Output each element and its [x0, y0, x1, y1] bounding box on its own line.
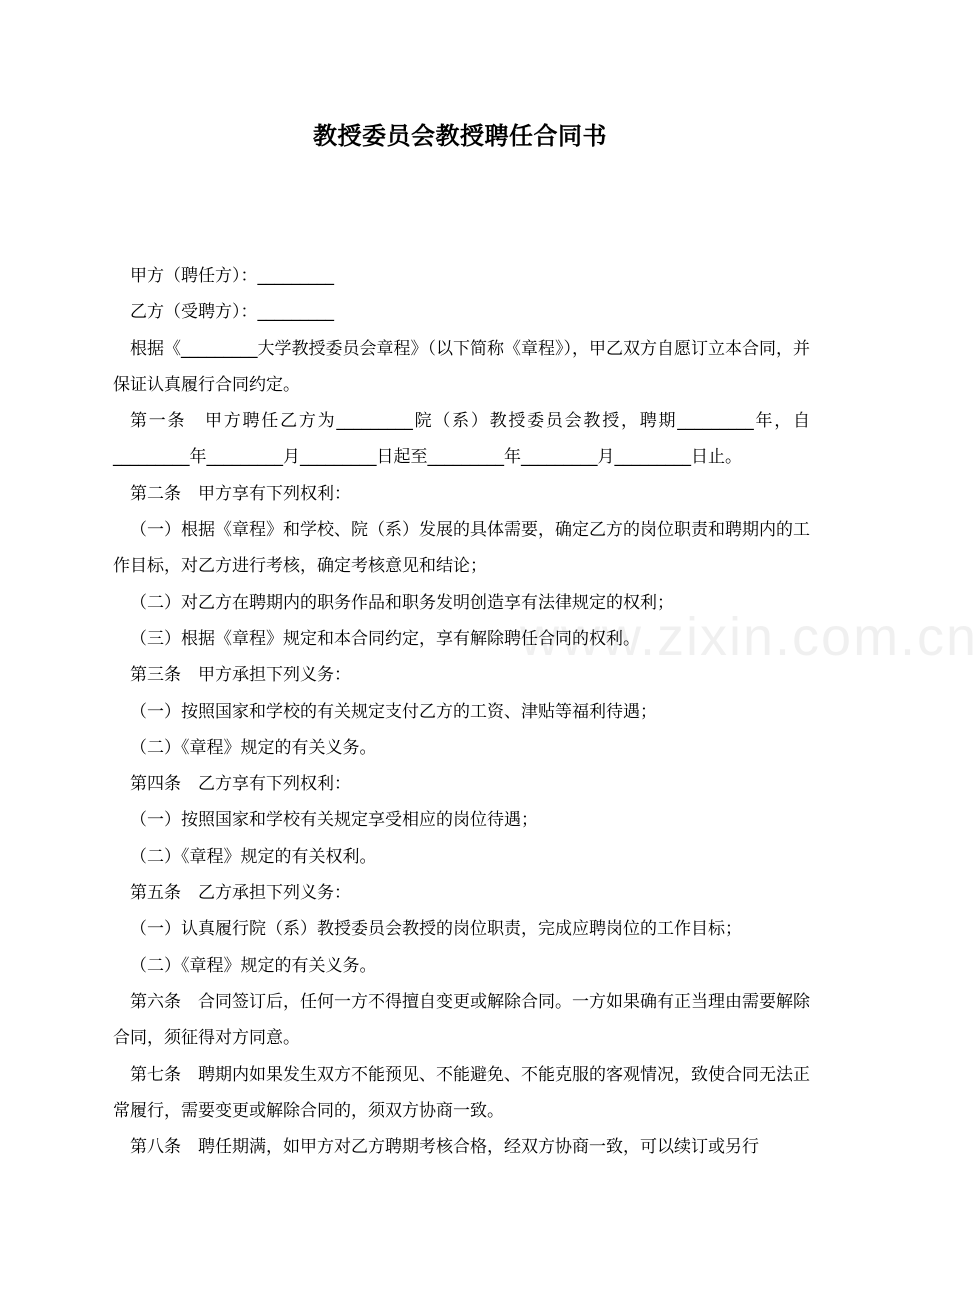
paragraph-article-8: 第八条 聘任期满，如甲方对乙方聘期考核合格，经双方协商一致，可以续订或另行 [130, 1137, 759, 1158]
paragraph-article-2: 第二条 甲方享有下列权利： [130, 483, 351, 504]
watermark: www.zixin.com.cn [520, 607, 978, 667]
paragraph-article-7: 第七条 聘期内如果发生双方不能预见、不能避免、不能克服的客观情况，致使合同无法正常履行，需要变更或解除合同的，须双方协商一致。 [113, 1064, 810, 1121]
paragraph-article-5-item-2: （二）《章程》规定的有关义务。 [130, 955, 377, 976]
paragraph-article-2-item-2: （二）对乙方在聘期内的职务作品和职务发明创造享有法律规定的权利； [130, 592, 674, 613]
paragraph-article-5-item-1: （一）认真履行院（系）教授委员会教授的岗位职责，完成应聘岗位的工作目标； [130, 919, 742, 940]
paragraph-article-4-item-2: （二）《章程》规定的有关权利。 [130, 846, 377, 867]
paragraph-article-4: 第四条 乙方享有下列权利： [130, 774, 351, 795]
paragraph-party-a: 甲方（聘任方）：_________ [130, 266, 334, 286]
paragraph-article-3-item-2: （二）《章程》规定的有关义务。 [130, 737, 377, 758]
paragraph-article-6: 第六条 合同签订后，任何一方不得擅自变更或解除合同。一方如果确有正当理由需要解除合同，须征得对方同意。 [113, 991, 810, 1049]
paragraph-preamble: 根据《_________大学教授委员会章程》（以下简称《章程》），甲乙双方自愿订立本合同，并保证认真履行合同约定。 [113, 338, 810, 395]
paragraph-article-5: 第五条 乙方承担下列义务： [130, 883, 351, 904]
document-title: 教授委员会教授聘任合同书 [313, 122, 607, 150]
paragraph-party-b: 乙方（受聘方）：_________ [130, 302, 334, 323]
paragraph-article-3: 第三条 甲方承担下列义务： [130, 665, 351, 686]
document-body [113, 258, 810, 1165]
paragraph-article-1: 第一条 甲方聘任乙方为_________院（系）教授委员会教授，聘期_________年，自_________年_________月_________日起至_________年_________月_________日止。 [113, 411, 810, 468]
paragraph-article-4-item-1: （一）按照国家和学校有关规定享受相应的岗位待遇； [130, 810, 538, 831]
paragraph-article-2-item-3: （三）根据《章程》规定和本合同约定，享有解除聘任合同的权利。 [130, 628, 640, 649]
paragraph-article-2-item-1: （一）根据《章程》和学校、院（系）发展的具体需要，确定乙方的岗位职责和聘期内的工作目标，对乙方进行考核，确定考核意见和结论； [113, 520, 810, 577]
paragraph-article-3-item-1: （一）按照国家和学校的有关规定支付乙方的工资、津贴等福利待遇； [130, 701, 657, 722]
